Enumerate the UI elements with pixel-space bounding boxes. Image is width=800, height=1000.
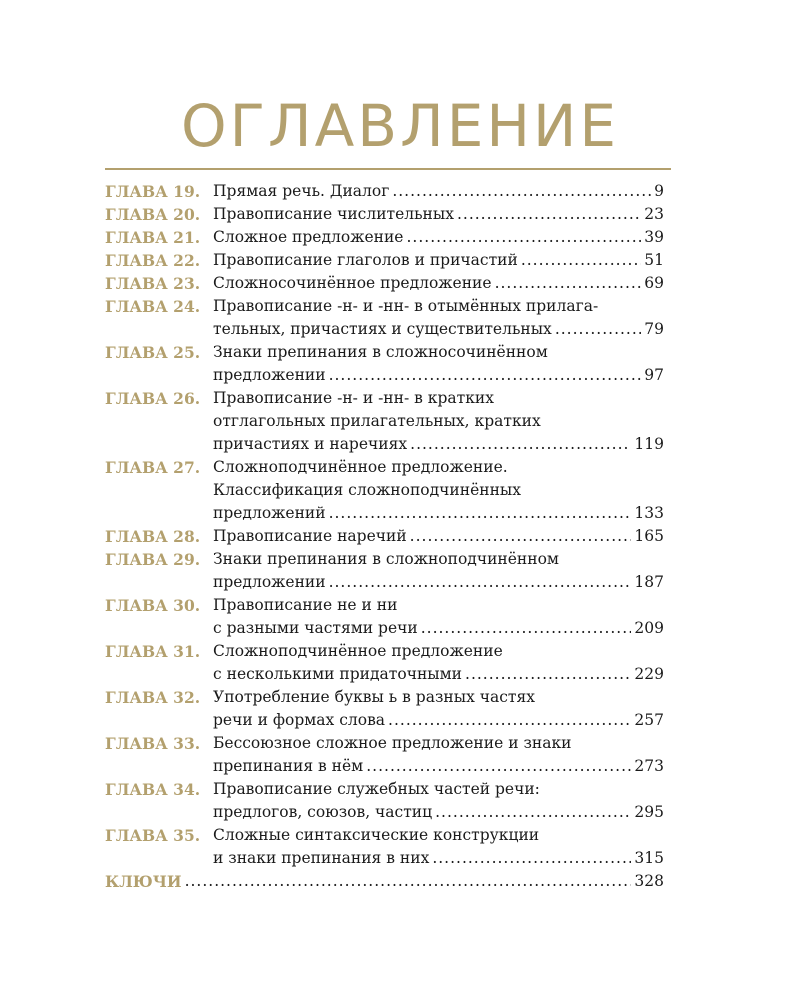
page-number: 51 — [644, 251, 664, 269]
page-title: ОГЛАВЛЕНИЕ — [180, 92, 619, 160]
page-number: 119 — [634, 435, 664, 453]
dot-leader — [329, 502, 632, 525]
page-number: 9 — [654, 182, 664, 200]
keys-label: КЛЮЧИ — [105, 872, 182, 891]
chapter-title: предложении — [213, 573, 326, 591]
chapter-number: ГЛАВА 30. — [105, 596, 201, 615]
dot-leader — [465, 663, 631, 686]
chapter-title: Сложные синтаксические конструкции — [213, 826, 540, 844]
toc-entry[interactable] — [105, 272, 668, 295]
toc-entry[interactable] — [105, 341, 668, 387]
chapter-title: Знаки препинания в сложноподчинённом — [213, 550, 559, 568]
page-number: 23 — [644, 205, 664, 223]
chapter-number: ГЛАВА 28. — [105, 527, 201, 546]
chapter-title: Классификация сложноподчинённых — [213, 481, 521, 499]
chapter-number: ГЛАВА 27. — [105, 458, 201, 477]
toc-entry[interactable] — [105, 295, 668, 341]
dot-leader — [435, 801, 631, 824]
chapter-title: Правописание не и ни — [213, 596, 398, 614]
chapter-number: ГЛАВА 23. — [105, 274, 201, 293]
chapter-title: Правописание -н- и -нн- в кратких — [213, 389, 494, 407]
chapter-number: ГЛАВА 34. — [105, 780, 201, 799]
chapter-number: ГЛАВА 24. — [105, 297, 201, 316]
page-number: 165 — [634, 527, 664, 545]
chapter-title: Правописание числительных — [213, 205, 454, 223]
chapter-title: Правописание глаголов и причастий — [213, 251, 518, 269]
toc-entry-keys[interactable] — [105, 870, 668, 893]
page-number: 257 — [634, 711, 664, 729]
chapter-number: ГЛАВА 26. — [105, 389, 201, 408]
chapter-title: с разными частями речи — [213, 619, 418, 637]
toc-entry[interactable] — [105, 686, 668, 732]
chapter-number: ГЛАВА 25. — [105, 343, 201, 362]
table-of-contents — [105, 180, 668, 893]
chapter-number: ГЛАВА 35. — [105, 826, 201, 845]
chapter-number: ГЛАВА 31. — [105, 642, 201, 661]
toc-entry[interactable] — [105, 778, 668, 824]
dot-leader — [388, 709, 631, 732]
toc-entry[interactable] — [105, 732, 668, 778]
chapter-title: Бессоюзное сложное предложение и знаки — [213, 734, 572, 752]
dot-leader — [329, 364, 642, 387]
chapter-title: предложении — [213, 366, 326, 384]
chapter-number: ГЛАВА 22. — [105, 251, 201, 270]
dot-leader — [432, 847, 631, 870]
chapter-title: предложений — [213, 504, 326, 522]
page-number: 295 — [634, 803, 664, 821]
chapter-title: с несколькими придаточными — [213, 665, 463, 683]
toc-entry[interactable] — [105, 203, 668, 226]
toc-entry[interactable] — [105, 180, 668, 203]
dot-leader — [457, 203, 641, 226]
chapter-title: Правописание -н- и -нн- в отымённых прилага- — [213, 297, 599, 315]
page-number: 79 — [644, 320, 664, 338]
chapter-title: Прямая речь. Диалог — [213, 182, 390, 200]
title-divider — [105, 168, 671, 170]
chapter-title: Сложноподчинённое предложение — [213, 642, 503, 660]
page-number: 229 — [634, 665, 664, 683]
dot-leader — [495, 272, 642, 295]
dot-leader — [555, 318, 641, 341]
dot-leader — [185, 870, 632, 893]
chapter-title: Употребление буквы ь в разных частях — [213, 688, 536, 706]
dot-leader — [410, 525, 632, 548]
page-number: 39 — [644, 228, 664, 246]
toc-entry[interactable] — [105, 548, 668, 594]
page-number: 315 — [634, 849, 664, 867]
toc-entry[interactable] — [105, 525, 668, 548]
page-number: 328 — [634, 872, 664, 890]
toc-entry[interactable] — [105, 456, 668, 525]
dot-leader — [410, 433, 631, 456]
toc-entry[interactable] — [105, 387, 668, 456]
chapter-title: и знаки препинания в них — [213, 849, 430, 867]
chapter-title: речи и формах слова — [213, 711, 386, 729]
dot-leader — [392, 180, 651, 203]
chapter-number: ГЛАВА 32. — [105, 688, 201, 707]
chapter-title: причастиях и наречиях — [213, 435, 408, 453]
page-number: 273 — [634, 757, 664, 775]
page-number: 69 — [644, 274, 664, 292]
page-number: 97 — [644, 366, 664, 384]
chapter-title: препинания в нём — [213, 757, 364, 775]
toc-entry[interactable] — [105, 226, 668, 249]
page-number: 209 — [634, 619, 664, 637]
chapter-number: ГЛАВА 21. — [105, 228, 201, 247]
chapter-title: Правописание наречий — [213, 527, 407, 545]
chapter-title: отглагольных прилагательных, кратких — [213, 412, 541, 430]
chapter-title: Знаки препинания в сложносочинённом — [213, 343, 548, 361]
dot-leader — [366, 755, 631, 778]
chapter-title: Сложное предложение — [213, 228, 404, 246]
toc-entry[interactable] — [105, 249, 668, 272]
chapter-title: предлогов, союзов, частиц — [213, 803, 433, 821]
toc-entry[interactable] — [105, 640, 668, 686]
chapter-number: ГЛАВА 20. — [105, 205, 201, 224]
dot-leader — [421, 617, 632, 640]
toc-entry[interactable] — [105, 594, 668, 640]
chapter-number: ГЛАВА 19. — [105, 182, 201, 201]
dot-leader — [406, 226, 641, 249]
chapter-title: Сложноподчинённое предложение. — [213, 458, 508, 476]
page-number: 133 — [634, 504, 664, 522]
chapter-title: Сложносочинённое предложение — [213, 274, 492, 292]
chapter-number: ГЛАВА 33. — [105, 734, 201, 753]
chapter-number: ГЛАВА 29. — [105, 550, 201, 569]
dot-leader — [521, 249, 641, 272]
chapter-title: тельных, причастиях и существительных — [213, 320, 552, 338]
dot-leader — [329, 571, 632, 594]
chapter-title: Правописание служебных частей речи: — [213, 780, 540, 798]
toc-entry[interactable] — [105, 824, 668, 870]
page-number: 187 — [634, 573, 664, 591]
